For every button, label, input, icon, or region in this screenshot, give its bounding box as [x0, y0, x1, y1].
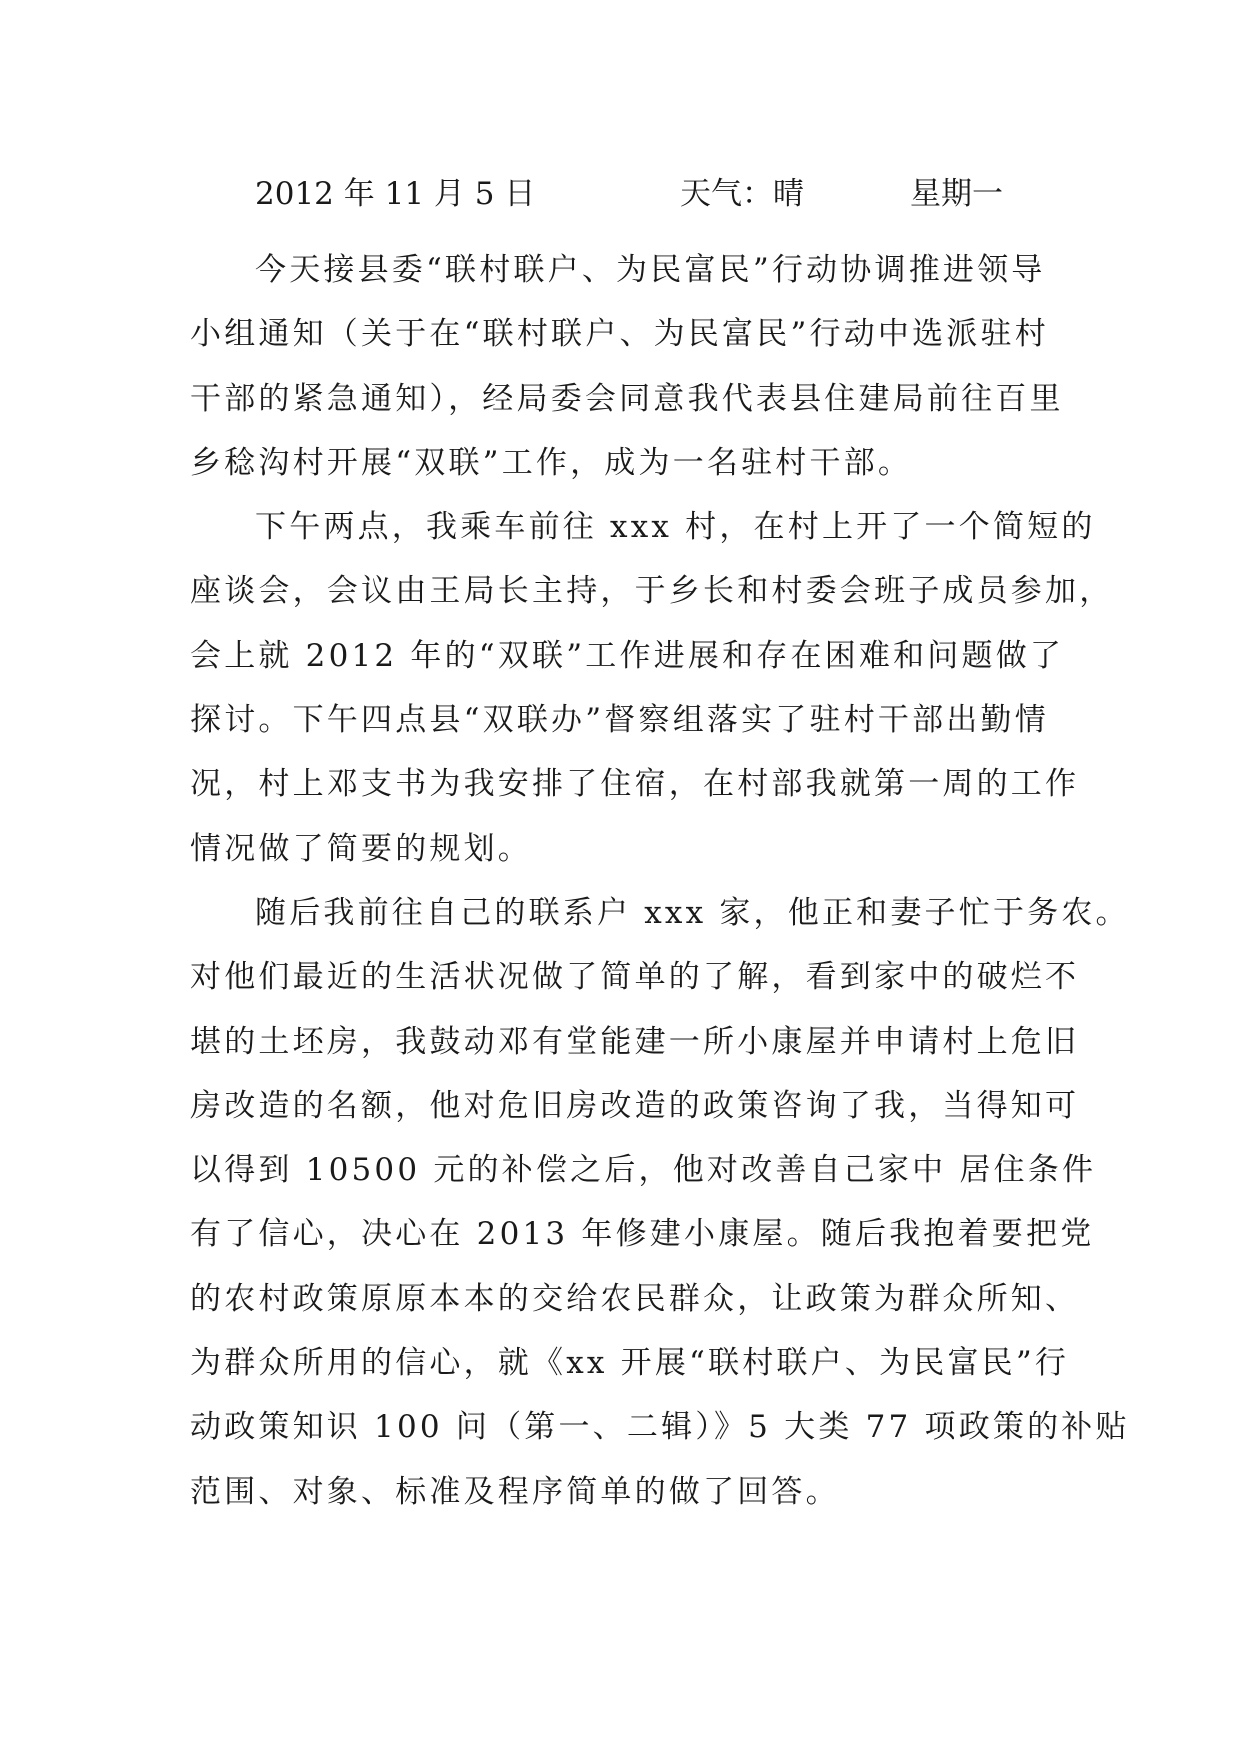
text-line: 探讨。下午四点县“双联办”督察组落实了驻村干部出勤情	[190, 702, 1049, 739]
text-line: 小组通知（关于在“联村联户、为民富民”行动中选派驻村	[190, 316, 1049, 353]
diary-weekday: 星期一	[910, 176, 1003, 212]
text-line: 况，村上邓支书为我安排了住宿，在村部我就第一周的工作	[190, 766, 1080, 803]
text-line: 今天接县委“联村联户、为民富民”行动协调推进领导	[255, 252, 1046, 288]
text-line: 干部的紧急通知），经局委会同意我代表县住建局前往百里	[190, 380, 1064, 417]
text-line: 房改造的名额，他对危旧房改造的政策咨询了我，当得知可	[190, 1087, 1080, 1124]
text-line: 范围、对象、标准及程序简单的做了回答。	[190, 1473, 840, 1510]
text-line: 会上就 2012 年的“双联”工作进展和存在困难和问题做了	[190, 637, 1065, 674]
text-line: 随后我前往自己的联系户 xxx 家，他正和妻子忙于务农。	[255, 894, 1130, 931]
diary-body	[190, 238, 1130, 1524]
text-line: 下午两点，我乘车前往 xxx 村，在村上开了一个简短的	[255, 509, 1096, 546]
text-line: 以得到 10500 元的补偿之后，他对改善自己家中 居住条件	[190, 1152, 1097, 1189]
text-line: 堪的土坯房，我鼓动邓有堂能建一所小康屋并申请村上危旧	[190, 1023, 1080, 1060]
text-line: 对他们最近的生活状况做了简单的了解，看到家中的破烂不	[190, 959, 1080, 996]
text-line: 的农村政策原原本本的交给农民群众，让政策为群众所知、	[190, 1280, 1080, 1317]
diary-date: 2012 年 11 月 5 日	[255, 176, 536, 212]
text-line: 情况做了简要的规划。	[190, 830, 532, 867]
text-line: 动政策知识 100 问（第一、二辑）》5 大类 77 项政策的补贴	[190, 1409, 1130, 1446]
text-line: 乡稔沟村开展“双联”工作，成为一名驻村干部。	[190, 444, 913, 481]
diary-weather: 天气：晴	[680, 176, 804, 212]
text-line: 座谈会，会议由王局长主持，于乡长和村委会班子成员参加，	[190, 573, 1114, 610]
text-line: 有了信心，决心在 2013 年修建小康屋。随后我抱着要把党	[190, 1216, 1095, 1253]
text-line: 为群众所用的信心，就《xx 开展“联村联户、为民富民”行	[190, 1345, 1070, 1382]
